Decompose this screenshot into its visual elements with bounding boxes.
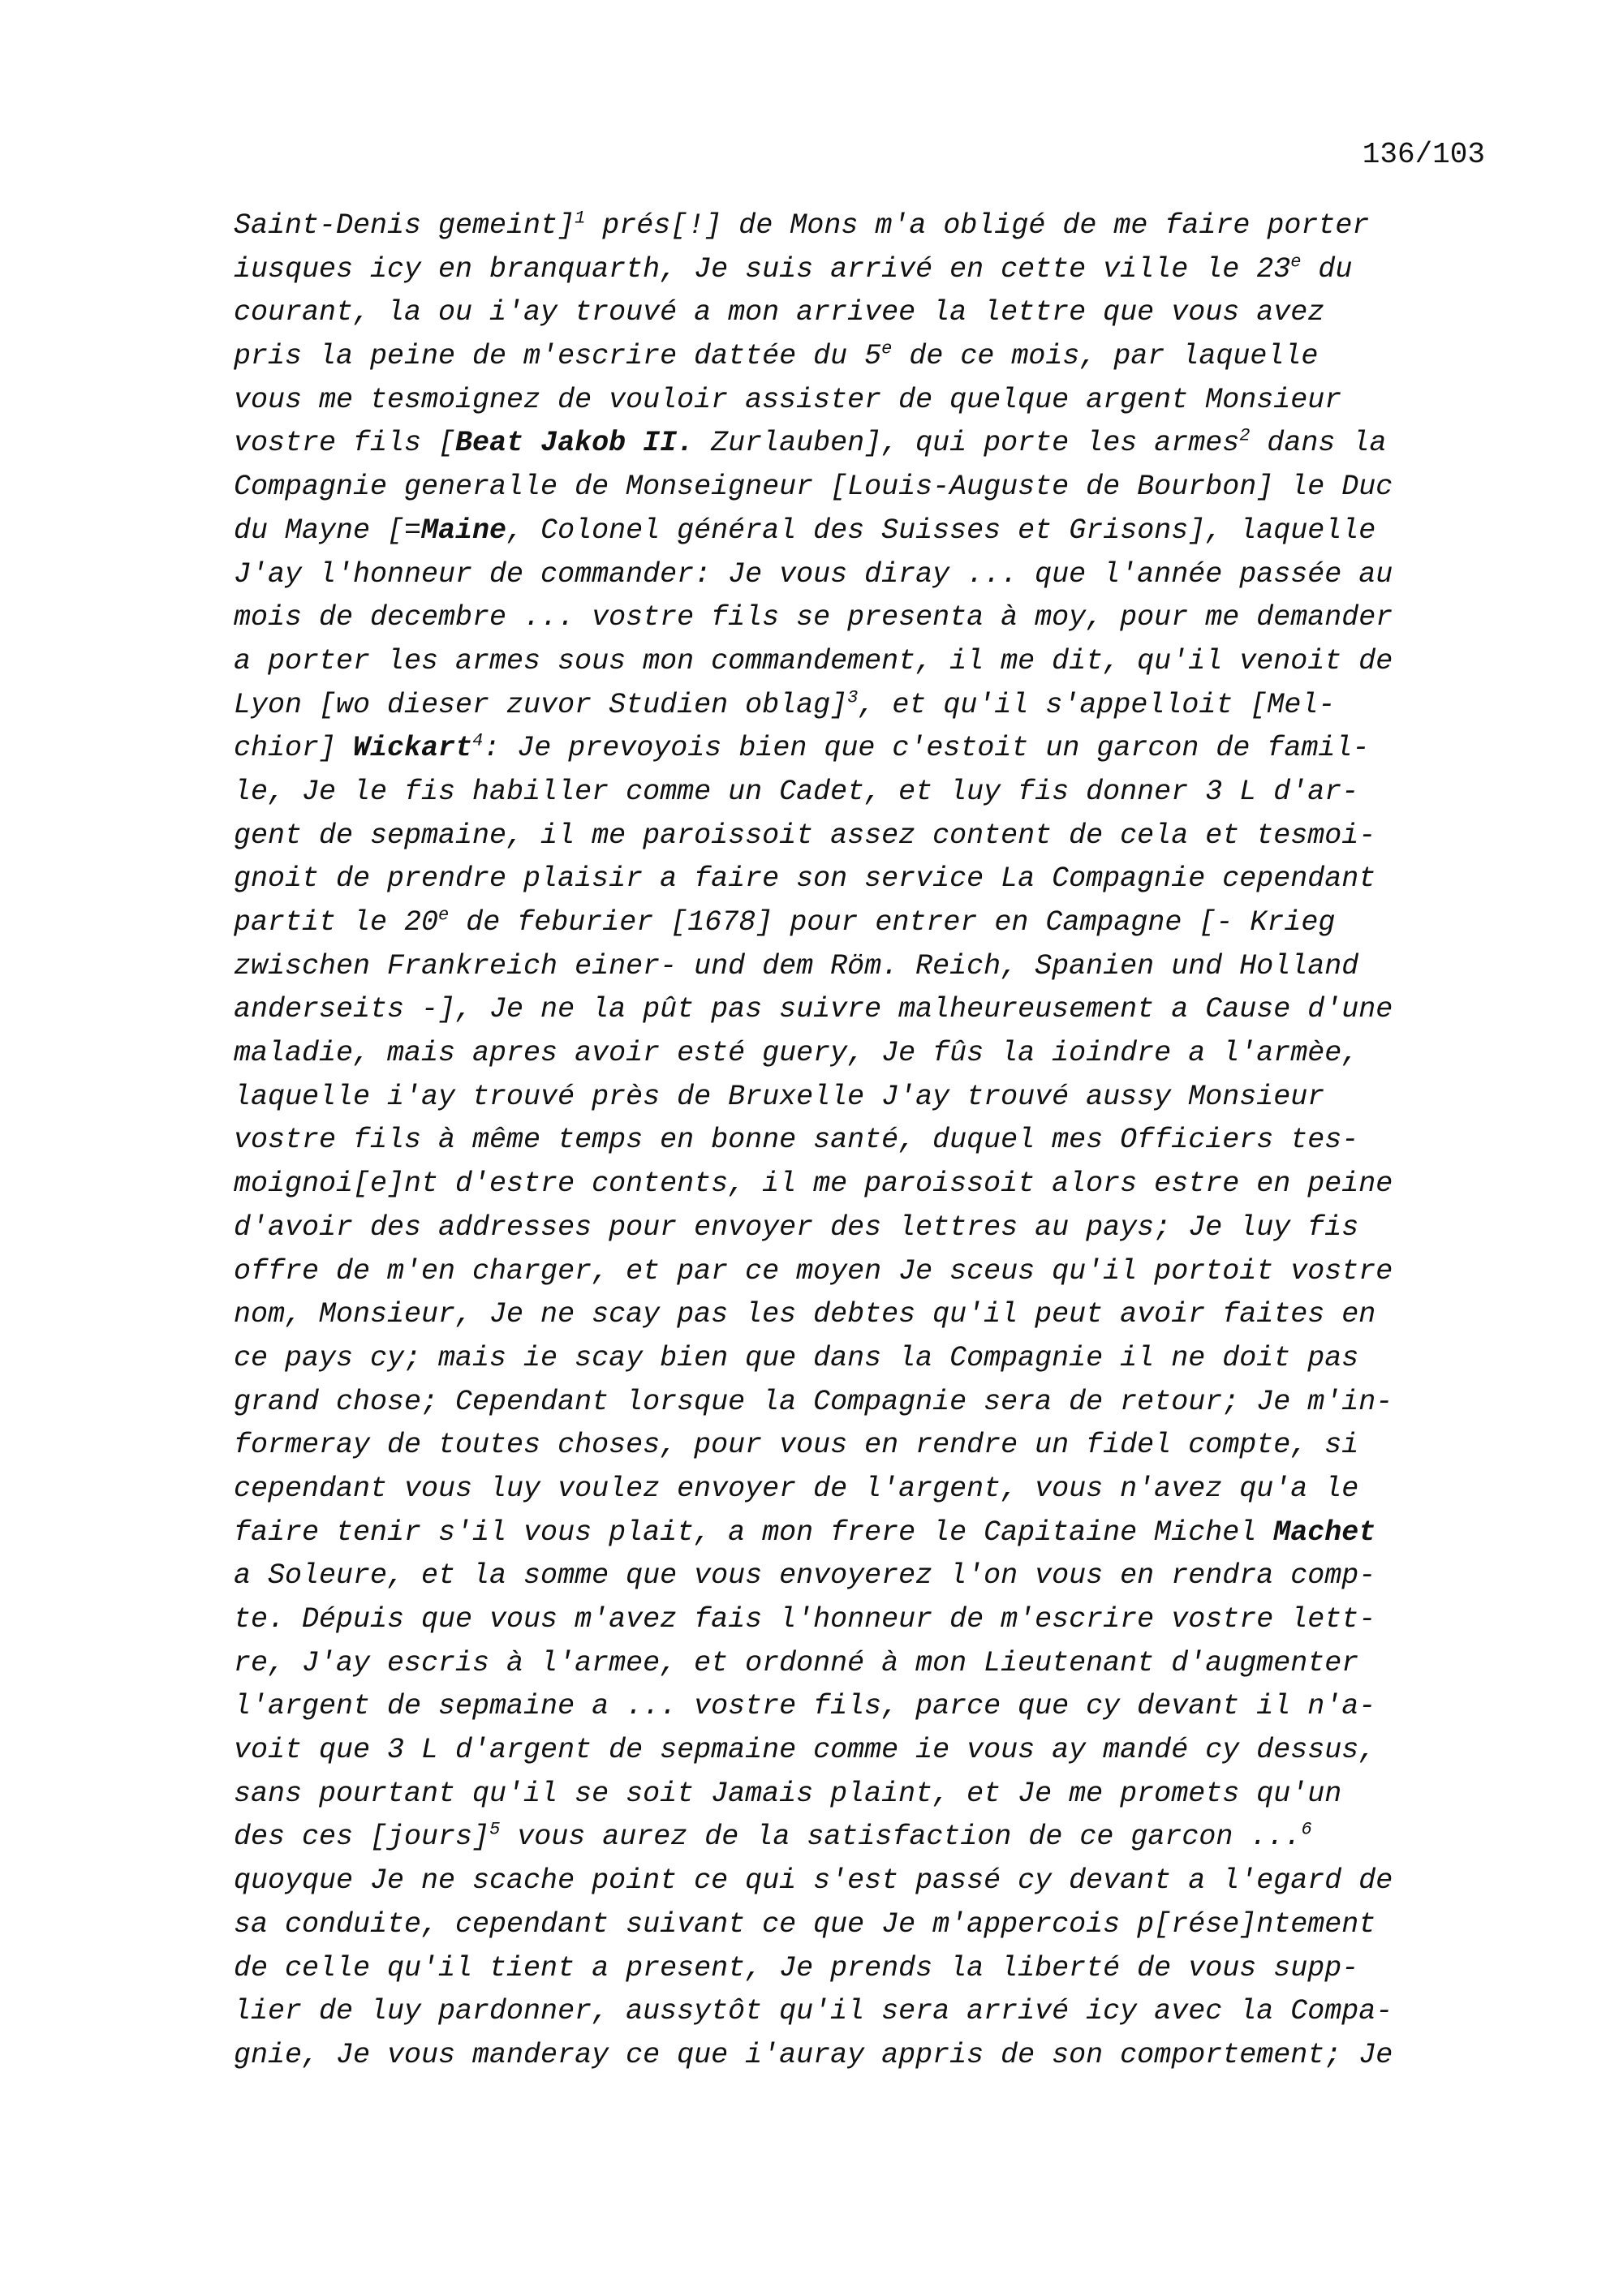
text-segment: vous me tesmoignez de vouloir assister de quelque argent Monsieur (234, 383, 1342, 416)
text-segment: cependant vous luy voulez envoyer de l'argent, vous n'avez qu'a le (234, 1472, 1359, 1505)
text-segment: , Colonel général des Suisses et Grisons], laquelle (506, 514, 1376, 547)
footnote-marker: 3 (847, 686, 859, 707)
text-line (234, 1947, 1475, 1991)
text-segment: de celle qu'il tient a present, Je prends la liberté de vous supp- (234, 1951, 1359, 1984)
text-line (234, 553, 1475, 597)
footnote-marker: e (438, 905, 450, 926)
text-line (234, 1337, 1475, 1381)
text-segment: faire tenir s'il vous plait, a mon frere le Capitaine Michel (234, 1516, 1274, 1549)
text-line (234, 727, 1475, 771)
text-segment: de ce mois, par laquelle (892, 340, 1319, 373)
text-segment: gent de sepmaine, il me paroissoit assez content de cela et tesmoi- (234, 819, 1376, 852)
text-segment: pris la peine de m'escrire dattée du 5 (234, 340, 882, 373)
text-line (234, 466, 1475, 510)
text-segment: a porter les armes sous mon commandement, il me dit, qu'il venoit de (234, 644, 1393, 677)
text-segment: grand chose; Cependant lorsque la Compagnie sera de retour; Je m'in- (234, 1385, 1393, 1418)
text-segment: l'argent de sepmaine a ... vostre fils, parce que cy devant il n'a- (234, 1690, 1376, 1723)
footnote-marker: e (1290, 252, 1302, 273)
text-line (234, 1293, 1475, 1337)
text-line (234, 422, 1475, 466)
text-segment: dans la (1250, 427, 1387, 460)
text-segment: ce pays cy; mais ie scay bien que dans la Compagnie il ne doit pas (234, 1341, 1359, 1374)
text-segment: des ces [jours] (234, 1821, 490, 1854)
text-line (234, 1685, 1475, 1729)
text-line (234, 1903, 1475, 1947)
text-line (234, 1642, 1475, 1686)
text-segment: du (1301, 252, 1353, 286)
text-segment: offre de m'en charger, et par ce moyen Je sceus qu'il portoit vostre (234, 1254, 1393, 1288)
text-segment: , et qu'il s'appelloit [Mel- (858, 688, 1336, 721)
text-segment: prés[!] de Mons m'a obligé de me faire porter (585, 209, 1370, 242)
text-line (234, 510, 1475, 553)
text-segment: a Soleure, et la somme que vous envoyerez l'on vous en rendra comp- (234, 1559, 1376, 1593)
text-segment: mois de decembre ... vostre fils se presenta à moy, pour me demander (234, 601, 1393, 634)
text-line (234, 988, 1475, 1032)
text-segment: de feburier [1678] pour entrer en Campagne [- Krieg (449, 906, 1336, 939)
text-line (234, 1468, 1475, 1511)
text-segment: formeray de toutes choses, pour vous en rendre un fidel compte, si (234, 1429, 1359, 1462)
text-line (234, 248, 1475, 292)
text-line (234, 684, 1475, 728)
text-segment: d'avoir des addresses pour envoyer des lettres au pays; Je luy fis (234, 1210, 1359, 1244)
text-segment: moignoi[e]nt d'estre contents, il me paroissoit alors estre en peine (234, 1167, 1393, 1201)
text-segment: vostre fils à même temps en bonne santé, duquel mes Officiers tes- (234, 1124, 1359, 1157)
text-segment: Lyon [wo dieser zuvor Studien oblag] (234, 688, 848, 721)
text-line (234, 1424, 1475, 1468)
text-segment: voit que 3 L d'argent de sepmaine comme ie vous ay mandé cy dessus, (234, 1734, 1376, 1767)
text-line (234, 1729, 1475, 1773)
footnote-marker: 6 (1301, 1819, 1312, 1840)
text-segment: nom, Monsieur, Je ne scay pas les debtes qu'il peut avoir faites en (234, 1298, 1376, 1331)
text-line (234, 379, 1475, 423)
text-segment: Compagnie generalle de Monseigneur [Louis-Auguste de Bourbon] le Duc (234, 471, 1393, 504)
text-segment: gnoit de prendre plaisir a faire son service La Compagnie cependant (234, 862, 1376, 896)
footnote-marker: 4 (472, 730, 484, 751)
bold-name: Beat Jakob II. (455, 427, 695, 460)
footnote-marker: 2 (1239, 425, 1251, 446)
text-segment: lier de luy pardonner, aussytôt qu'il sera arrivé icy avec la Compa- (234, 1995, 1393, 2028)
bold-name: Wickart (353, 732, 473, 765)
text-line (234, 335, 1475, 379)
footnote-marker: 1 (575, 208, 586, 229)
text-line (234, 858, 1475, 901)
text-line (234, 1076, 1475, 1120)
text-segment: chior] (234, 732, 354, 765)
text-segment: Zurlauben], qui porte les armes (694, 427, 1240, 460)
page-number: 136/103 (1362, 138, 1485, 171)
text-segment: gnie, Je vous manderay ce que i'auray appris de son comportement; Je (234, 2038, 1393, 2071)
text-segment: J'ay l'honneur de commander: Je vous diray ... que l'année passée au (234, 557, 1393, 591)
bold-name: Maine (421, 514, 507, 547)
text-line (234, 2034, 1475, 2078)
text-segment: du Mayne [= (234, 514, 422, 547)
text-segment: sa conduite, cependant suivant ce que Je m'appercois p[rése]ntement (234, 1907, 1376, 1941)
text-segment: courant, la ou i'ay trouvé a mon arrivee la lettre que vous avez (234, 296, 1325, 329)
text-line (234, 1773, 1475, 1817)
text-segment: le, Je le fis habiller comme un Cadet, et luy fis donner 3 L d'ar- (234, 775, 1359, 808)
text-line (234, 815, 1475, 858)
text-line (234, 1990, 1475, 2034)
text-segment: vous aurez de la satisfaction de ce garcon ... (500, 1821, 1302, 1854)
text-line (234, 901, 1475, 945)
text-line (234, 1511, 1475, 1555)
text-line (234, 771, 1475, 815)
text-segment: sans pourtant qu'il se soit Jamais plaint, et Je me promets qu'un (234, 1777, 1342, 1810)
text-line (234, 1554, 1475, 1598)
text-segment: vostre fils [ (234, 427, 456, 460)
footnote-marker: e (881, 338, 893, 359)
text-segment: zwischen Frankreich einer- und dem Röm. Reich, Spanien und Holland (234, 949, 1359, 982)
text-segment: maladie, mais apres avoir esté guery, Je fûs la ioindre a l'armèe, (234, 1037, 1359, 1070)
text-segment: re, J'ay escris à l'armee, et ordonné à mon Lieutenant d'augmenter (234, 1646, 1359, 1679)
text-line (234, 1816, 1475, 1860)
text-segment: anderseits -], Je ne la pût pas suivre malheureusement a Cause d'une (234, 993, 1393, 1026)
text-line (234, 291, 1475, 335)
text-line (234, 1032, 1475, 1076)
text-line (234, 945, 1475, 989)
text-line (234, 640, 1475, 684)
text-line (234, 1163, 1475, 1206)
text-segment: te. Dépuis que vous m'avez fais l'honneur de m'escrire vostre lett- (234, 1603, 1376, 1636)
text-line (234, 1206, 1475, 1250)
footnote-marker: 5 (489, 1819, 501, 1840)
text-line (234, 1598, 1475, 1642)
text-line (234, 1381, 1475, 1425)
text-line (234, 1250, 1475, 1294)
text-line (234, 1119, 1475, 1163)
text-line (234, 1860, 1475, 1903)
text-line (234, 204, 1475, 248)
text-segment: quoyque Je ne scache point ce qui s'est passé cy devant a l'egard de (234, 1864, 1393, 1898)
text-segment: iusques icy en branquarth, Je suis arrivé en cette ville le 23 (234, 252, 1291, 286)
letter-transcription (234, 204, 1475, 2078)
bold-name: Machet (1273, 1516, 1376, 1549)
text-segment: : Je prevoyois bien que c'estoit un garcon de famil- (483, 732, 1370, 765)
text-segment: Saint-Denis gemeint] (234, 209, 575, 242)
text-segment: partit le 20 (234, 906, 439, 939)
text-line (234, 596, 1475, 640)
text-segment: laquelle i'ay trouvé près de Bruxelle J'ay trouvé aussy Monsieur (234, 1080, 1325, 1113)
